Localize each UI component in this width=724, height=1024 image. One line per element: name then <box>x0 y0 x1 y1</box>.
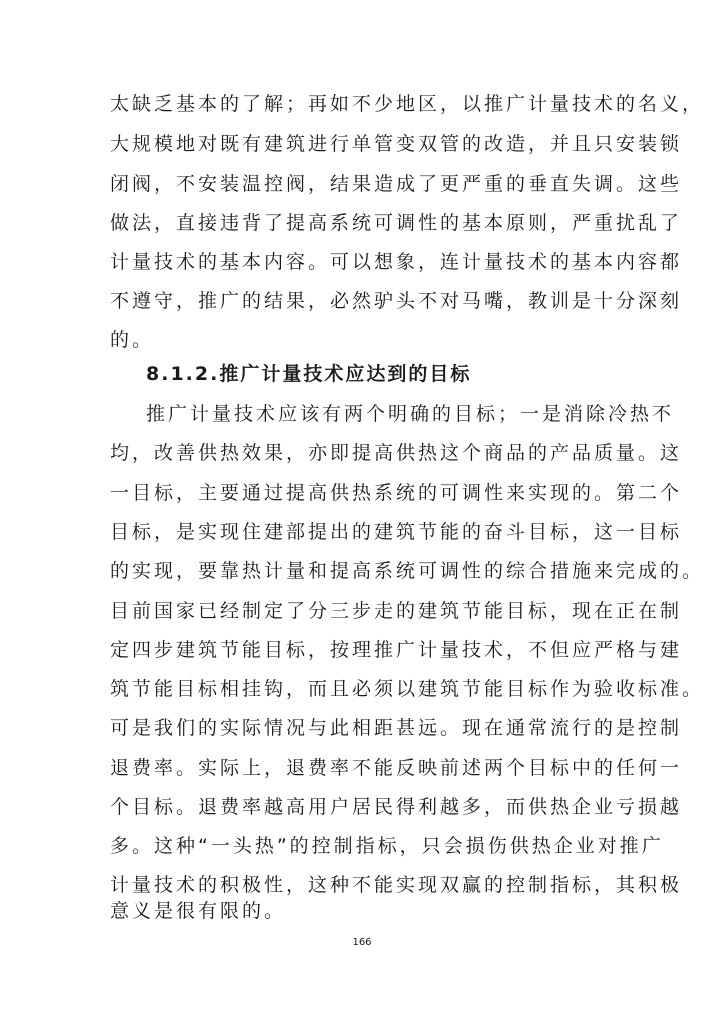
paragraph-2-line-4: 目标，是实现住建部提出的建筑节能的奋斗目标，这一目标 <box>110 521 683 543</box>
paragraph-2-line-14: 意义是很有限的。 <box>110 900 287 922</box>
paragraph-2-line-3: 一目标，主要通过提高供热系统的可调性来实现的。第二个 <box>110 482 683 504</box>
paragraph-2-line-1: 推广计量技术应该有两个明确的目标；一是消除冷热不 <box>146 403 675 425</box>
page-number: 166 <box>352 937 372 948</box>
paragraph-2-line-10: 退费率。实际上，退费率不能反映前述两个目标中的任何一 <box>110 757 683 779</box>
paragraph-2-line-11: 个目标。退费率越高用户居民得利越多，而供热企业亏损越 <box>110 796 683 818</box>
paragraph-1-line-4: 做法，直接违背了提高系统可调性的基本原则，严重扰乱了 <box>110 212 683 234</box>
paragraph-1-line-6: 不遵守，推广的结果，必然驴头不对马嘴，教训是十分深刻 <box>110 290 683 312</box>
section-heading: 8.1.2.推广计量技术应达到的目标 <box>146 363 472 385</box>
paragraph-2-line-8: 筑节能目标相挂钩，而且必须以建筑节能目标作为验收标准。 <box>110 678 705 700</box>
paragraph-1-line-1: 太缺乏基本的了解；再如不少地区，以推广计量技术的名义， <box>110 93 705 115</box>
paragraph-2-line-6: 目前国家已经制定了分三步走的建筑节能目标，现在正在制 <box>110 600 683 622</box>
paragraph-2-line-13: 计量技术的积极性，这种不能实现双赢的控制指标，其积极 <box>110 874 683 896</box>
paragraph-1-line-3: 闭阀，不安装温控阀，结果造成了更严重的垂直失调。这些 <box>110 173 683 195</box>
paragraph-1-line-2: 大规模地对既有建筑进行单管变双管的改造，并且只安装锁 <box>110 133 683 155</box>
paragraph-1-line-5: 计量技术的基本内容。可以想象，连计量技术的基本内容都 <box>110 251 683 273</box>
paragraph-2-line-7: 定四步建筑节能目标，按理推广计量技术，不但应严格与建 <box>110 639 683 661</box>
paragraph-2-line-5: 的实现，要靠热计量和提高系统可调性的综合措施来完成的。 <box>110 560 705 582</box>
paragraph-1-line-7: 的。 <box>110 329 155 351</box>
paragraph-2-line-9: 可是我们的实际情况与此相距甚远。现在通常流行的是控制 <box>110 717 683 739</box>
paragraph-2-line-12: 多。这种“一头热”的控制指标，只会损伤供热企业对推广 <box>110 835 664 857</box>
paragraph-2-line-2: 均，改善供热效果，亦即提高供热这个商品的产品质量。这 <box>110 442 683 464</box>
